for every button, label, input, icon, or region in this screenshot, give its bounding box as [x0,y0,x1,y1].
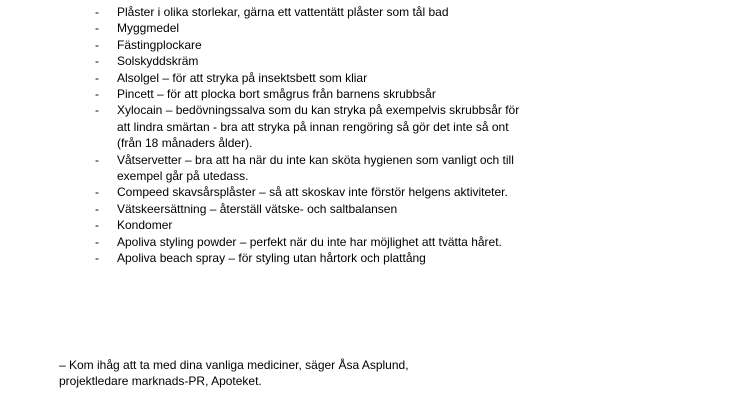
quote-paragraph: – Kom ihåg att ta med dina vanliga mediciner, säger Åsa Asplund, projektledare marknads-PR, Apoteket. [59,358,409,389]
list-bullet: - [95,5,99,19]
list-item [95,250,535,266]
list-item-text: Apoliva beach spray – för styling utan hårtork och plattång [117,251,426,266]
list-item-text: Compeed skavsårsplåster – så att skoskav inte förstör helgens aktiviteter. [117,185,508,200]
list-item-text: Plåster i olika storlekar, gärna ett vattentätt plåster som tål bad [117,5,449,19]
packing-list [95,4,535,267]
list-item [95,201,535,217]
list-item [95,217,535,233]
list-item [95,37,535,53]
list-item-text: Solskyddskräm [117,54,199,69]
list-item [95,53,535,69]
list-bullet: - [95,87,99,102]
list-bullet: - [95,37,99,52]
list-bullet: - [95,234,99,249]
list-item-text: Apoliva styling powder – perfekt när du inte har möjlighet att tvätta håret. [117,234,502,249]
list-bullet: - [95,185,99,200]
list-item-text: Xylocain – bedövningssalva som du kan stryka på exempelvis skrubbsår för att lindra smärtan - bra att stryka på innan rengöring så gör det inte så ont (från 18 månaders ålder). [117,103,520,151]
list-item [95,20,535,36]
list-bullet: - [95,201,99,216]
list-item-text: Vätskeersättning – återställ vätske- och saltbalansen [117,201,398,216]
list-item [95,86,535,102]
list-item-text: Kondomer [117,218,173,233]
list-bullet: - [95,218,99,233]
list-item [95,234,535,250]
list-item-text: Våtservetter – bra att ha när du inte kan sköta hygienen som vanligt och till exempel går på utedass. [117,152,514,184]
list-bullet: - [95,54,99,69]
list-bullet: - [95,251,99,266]
list-item-text: Pincett – för att plocka bort smågrus från barnens skrubbsår [117,87,436,102]
list-item [95,184,535,200]
list-bullet: - [95,103,99,118]
list-bullet: - [95,70,99,85]
list-item-text: Fästingplockare [117,37,202,52]
list-item [95,4,535,20]
list-item-text: Myggmedel [117,21,180,36]
list-bullet: - [95,152,99,167]
list-item [95,102,535,151]
list-item-text: Alsolgel – för att stryka på insektsbett som kliar [117,70,368,85]
list-item [95,70,535,86]
list-bullet: - [95,21,99,36]
list-item [95,152,535,185]
